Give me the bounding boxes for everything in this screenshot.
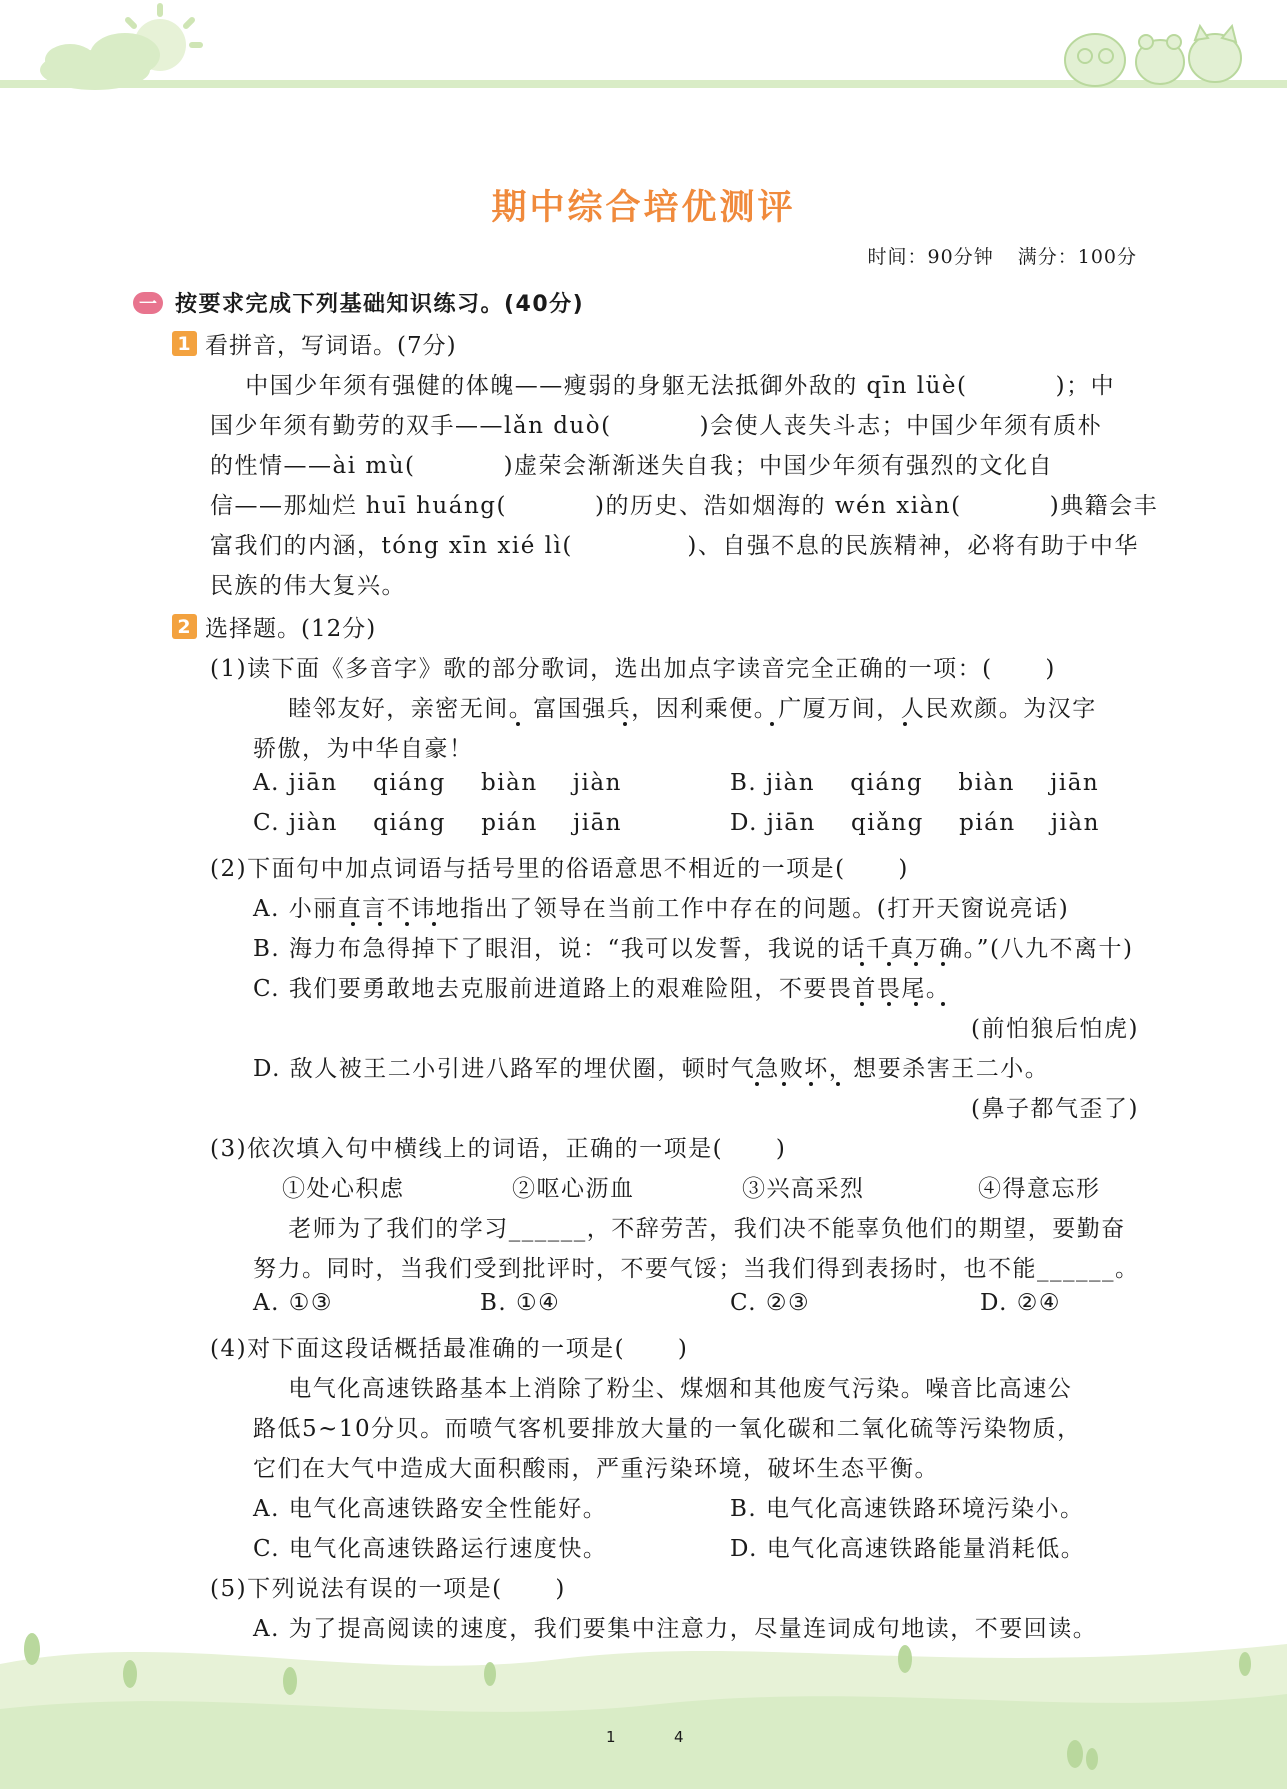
emphasis-dot: [941, 1002, 945, 1006]
section-title: 按要求完成下列基础知识练习。(40分): [175, 292, 585, 317]
q1-text-line: 信——那灿烂 huī huáng( )的历史、浩如烟海的 wén xiàn( )典籍会丰: [210, 493, 1159, 519]
question-title: 选择题。(12分): [205, 616, 377, 642]
idiom-choice: ②呕心沥血: [512, 1176, 635, 1202]
cartoon-animals-icon: [1065, 26, 1241, 86]
q2-option: D. 敌人被王二小引进八路军的埋伏圈，顿时气急败坏，想要杀害王二小。: [253, 1056, 1050, 1082]
idiom-choice: ①处心积虑: [282, 1176, 405, 1202]
q2-option: D. jiān qiǎng pián jiàn: [730, 810, 1100, 836]
q2-option: C. ②③: [730, 1290, 811, 1316]
section-heading: [133, 287, 584, 318]
emphasis-dot: [378, 922, 382, 926]
q2-subquestion: (4)对下面这段话概括最准确的一项是( ): [210, 1336, 689, 1362]
q2-option: C. 我们要勇敢地去克服前进道路上的艰难险阻，不要畏首畏尾。: [253, 976, 951, 1002]
page-number-right: 4: [674, 1728, 684, 1746]
emphasis-dot: [887, 962, 891, 966]
q2-subquestion: (5)下列说法有误的一项是( ): [210, 1576, 566, 1602]
footer-landscape: [0, 1589, 1287, 1789]
q2-text-line: 它们在大气中造成大面积酸雨，严重污染环境，破坏生态平衡。: [253, 1456, 939, 1482]
q2-subquestion: (2)下面句中加点词语与括号里的俗语意思不相近的一项是( ): [210, 856, 909, 882]
q1-text-line: 国少年须有勤劳的双手——lǎn duò( )会使人丧失斗志；中国少年须有质朴: [210, 413, 1103, 439]
q1-text-line: 中国少年须有强健的体魄——瘦弱的身躯无法抵御外敌的 qīn lüè( )；中: [210, 373, 1116, 399]
question-number-badge: 2: [172, 614, 197, 639]
q2-text-line: 睦邻友好，亲密无间。富国强兵，因利乘便。广厦万间，人民欢颜。为汉字: [253, 696, 1097, 722]
q2-subquestion: (1)读下面《多音字》歌的部分歌词，选出加点字读音完全正确的一项：( ): [210, 656, 1056, 682]
page-title: 期中综合培优测评: [491, 188, 796, 228]
q1-text-line: 富我们的内涵，tóng xīn xié lì( )、自强不息的民族精神，必将有助于中华: [210, 533, 1139, 559]
emphasis-dot: [887, 1002, 891, 1006]
q2-option: A. ①③: [253, 1290, 333, 1316]
q2-option: B. jiàn qiáng biàn jiān: [730, 770, 1100, 796]
q2-option: D. ②④: [980, 1290, 1061, 1316]
exam-meta: [868, 242, 1137, 269]
q2-option: A. jiān qiáng biàn jiàn: [253, 770, 622, 796]
emphasis-dot: [770, 722, 774, 726]
emphasis-dot: [782, 1082, 786, 1086]
emphasis-dot: [432, 922, 436, 926]
idiom-choice: ④得意忘形: [978, 1176, 1101, 1202]
emphasis-dot: [941, 962, 945, 966]
idiom-choice: ③兴高采烈: [742, 1176, 865, 1202]
emphasis-dot: [836, 1082, 840, 1086]
q1-text-line: 民族的伟大复兴。: [210, 573, 406, 599]
q2-option: D. 电气化高速铁路能量消耗低。: [730, 1536, 1086, 1562]
q2-option: B. 海力布急得掉下了眼泪，说：“我可以发誓，我说的话千真万确。”(八九不离十): [253, 936, 1134, 962]
q2-option: A. 电气化高速铁路安全性能好。: [253, 1496, 608, 1522]
emphasis-dot: [351, 922, 355, 926]
emphasis-dot: [914, 1002, 918, 1006]
emphasis-dot: [405, 922, 409, 926]
question-title: 看拼音，写词语。(7分): [205, 333, 457, 359]
q2-option: C. 电气化高速铁路运行速度快。: [253, 1536, 608, 1562]
q2-option: C. jiàn qiáng pián jiān: [253, 810, 623, 836]
header-decoration: [0, 0, 1287, 110]
full-score: 满分：100分: [1017, 246, 1137, 268]
emphasis-dot: [903, 722, 907, 726]
q2-option-proverb: (前怕狼后怕虎): [971, 1016, 1139, 1042]
q2-option: A. 为了提高阅读的速度，我们要集中注意力，尽量连词成句地读，不要回读。: [253, 1616, 1098, 1642]
q2-text-line: 努力。同时，当我们受到批评时，不要气馁；当我们得到表扬时，也不能______。: [253, 1256, 1140, 1282]
q2-option-proverb: (鼻子都气歪了): [971, 1096, 1139, 1122]
question-number-badge: 1: [172, 331, 197, 356]
q2-option: A. 小丽直言不讳地指出了领导在当前工作中存在的问题。(打开天窗说亮话): [253, 896, 1070, 922]
emphasis-dot: [914, 962, 918, 966]
q2-subquestion: (3)依次填入句中横线上的词语，正确的一项是( ): [210, 1136, 787, 1162]
question-1-heading: [172, 327, 457, 360]
q1-text-line: 的性情——ài mù( )虚荣会渐渐迷失自我；中国少年须有强烈的文化自: [210, 453, 1054, 479]
q2-text-line: 老师为了我们的学习______，不辞劳苦，我们决不能辜负他们的期望，要勤奋: [253, 1216, 1126, 1242]
emphasis-dot: [809, 1082, 813, 1086]
q2-option: B. ①④: [480, 1290, 561, 1316]
q2-text-line: 路低5~10分贝。而喷气客机要排放大量的一氧化碳和二氧化硫等污染物质，: [253, 1416, 1082, 1442]
emphasis-dot: [755, 1082, 759, 1086]
q2-text-line: 电气化高速铁路基本上消除了粉尘、煤烟和其他废气污染。噪音比高速公: [253, 1376, 1073, 1402]
emphasis-dot: [516, 722, 520, 726]
q2-text-line: 骄傲，为中华自豪！: [253, 736, 474, 762]
section-badge: 一: [133, 292, 163, 314]
question-2-heading: [172, 610, 376, 643]
q2-option: B. 电气化高速铁路环境污染小。: [730, 1496, 1085, 1522]
emphasis-dot: [623, 722, 627, 726]
emphasis-dot: [860, 1002, 864, 1006]
time-limit: 时间：90分钟: [867, 246, 994, 268]
emphasis-dot: [860, 962, 864, 966]
page-number-left: 1: [606, 1728, 616, 1746]
